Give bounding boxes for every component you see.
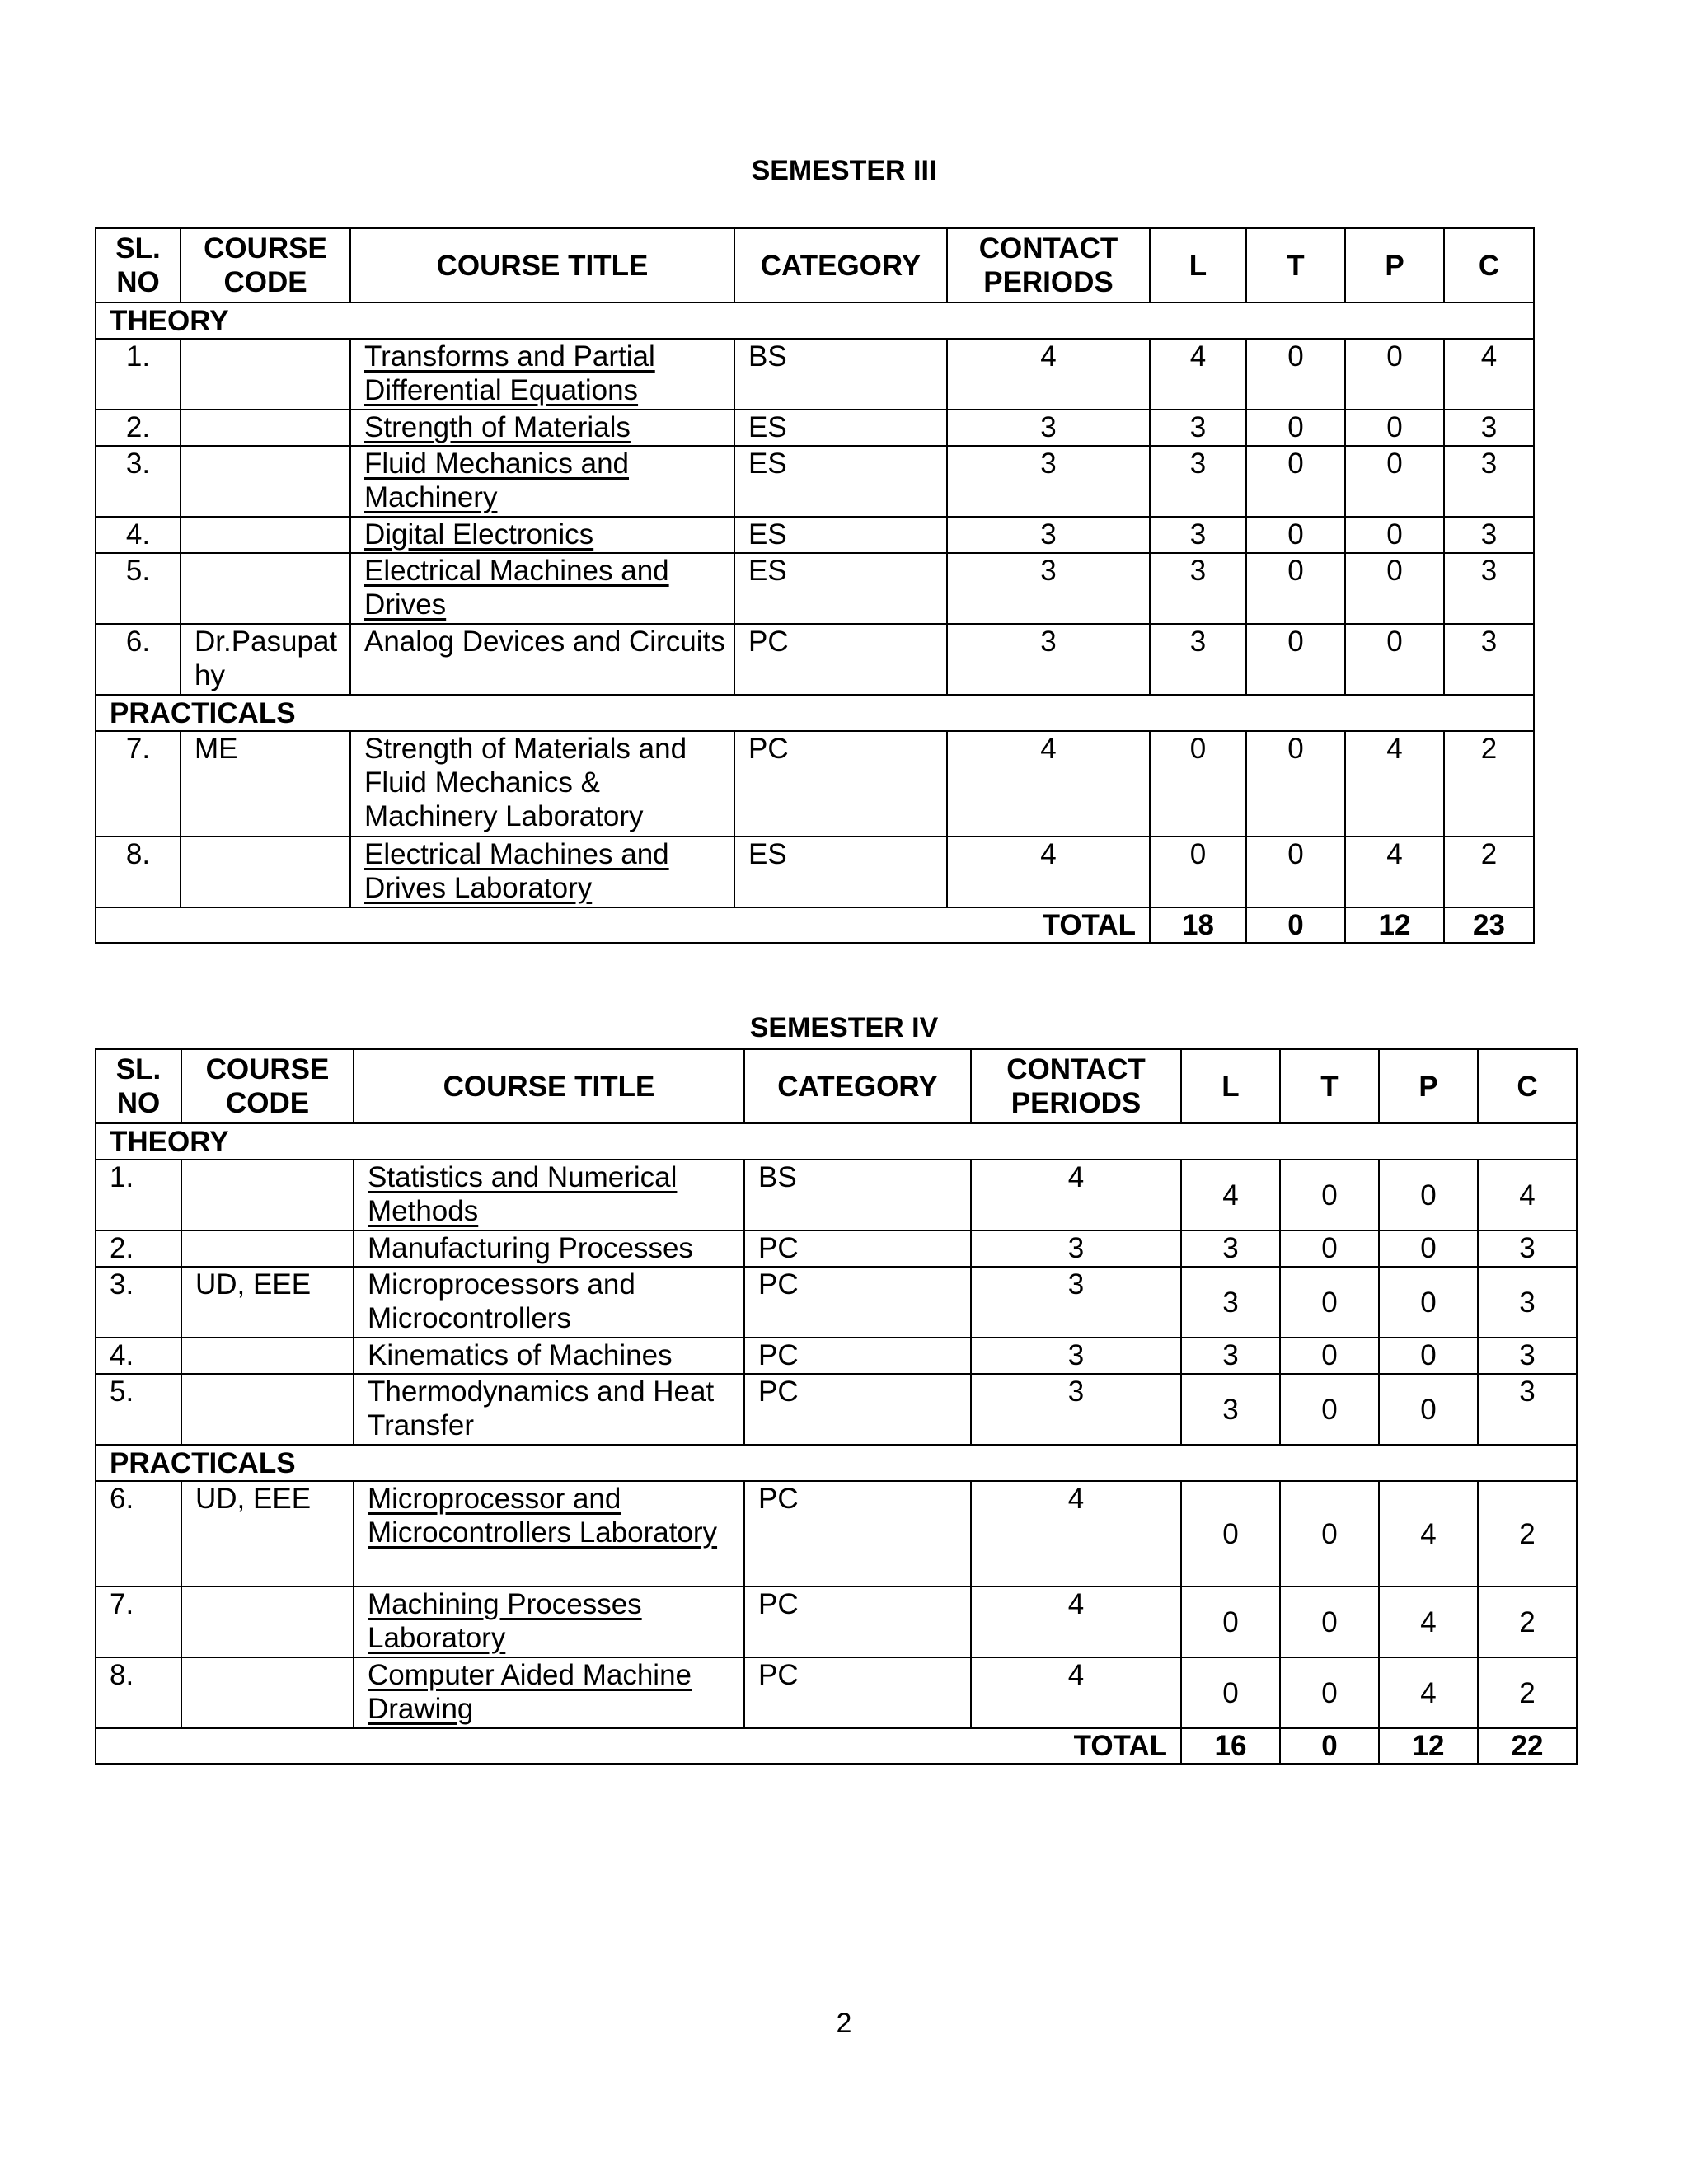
table-row	[96, 624, 1534, 695]
cell-title: Statistics and Numerical Methods	[354, 1160, 744, 1230]
cell-title: Analog Devices and Circuits	[350, 624, 734, 695]
cell-p: 0	[1379, 1230, 1478, 1267]
cell-sl: 7.	[96, 1586, 181, 1657]
header-row	[96, 1049, 1577, 1123]
cell-l: 3	[1181, 1374, 1280, 1445]
table-row	[96, 731, 1534, 837]
cell-code	[181, 1657, 354, 1728]
cell-c: 3	[1478, 1230, 1577, 1267]
cell-code	[181, 1230, 354, 1267]
cell-t: 0	[1280, 1230, 1379, 1267]
cell-l: 3	[1181, 1338, 1280, 1374]
cell-p: 4	[1345, 731, 1444, 837]
cell-title: Fluid Mechanics and Machinery	[350, 446, 734, 517]
cell-c: 3	[1444, 446, 1534, 517]
cell-code	[181, 339, 350, 410]
cell-c: 2	[1444, 731, 1534, 837]
table-row	[96, 339, 1534, 410]
cell-title: Manufacturing Processes	[354, 1230, 744, 1267]
header-p: P	[1345, 228, 1444, 302]
total-t: 0	[1246, 907, 1345, 943]
cell-contact: 3	[947, 624, 1150, 695]
cell-t: 0	[1246, 624, 1345, 695]
cell-title: Computer Aided Machine Drawing	[354, 1657, 744, 1728]
cell-title: Electrical Machines and Drives Laboratory	[350, 837, 734, 907]
cell-c: 2	[1444, 837, 1534, 907]
cell-t: 0	[1246, 339, 1345, 410]
cell-p: 0	[1345, 624, 1444, 695]
total-label: TOTAL	[96, 907, 1150, 943]
cell-sl: 3.	[96, 446, 181, 517]
cell-sl: 4.	[96, 517, 181, 553]
cell-t: 0	[1280, 1374, 1379, 1445]
cell-c: 3	[1478, 1374, 1577, 1445]
cell-p: 0	[1345, 517, 1444, 553]
cell-p: 4	[1345, 837, 1444, 907]
cell-category: ES	[734, 837, 947, 907]
cell-p: 0	[1345, 553, 1444, 624]
cell-l: 0	[1150, 837, 1246, 907]
cell-contact: 3	[947, 410, 1150, 446]
cell-contact: 3	[971, 1267, 1181, 1338]
cell-p: 4	[1379, 1657, 1478, 1728]
cell-title: Microprocessor and Microcontrollers Laboratory	[354, 1481, 744, 1586]
cell-p: 4	[1379, 1481, 1478, 1586]
header-category: CATEGORY	[734, 228, 947, 302]
cell-title: Electrical Machines and Drives	[350, 553, 734, 624]
cell-l: 0	[1181, 1586, 1280, 1657]
cell-category: PC	[744, 1586, 971, 1657]
cell-sl: 3.	[96, 1267, 181, 1338]
header-category: CATEGORY	[744, 1049, 971, 1123]
cell-c: 2	[1478, 1586, 1577, 1657]
table-row	[96, 1374, 1577, 1445]
cell-sl: 8.	[96, 1657, 181, 1728]
section-label-practicals: PRACTICALS	[96, 1445, 1577, 1481]
cell-code: UD, EEE	[181, 1267, 354, 1338]
cell-category: PC	[744, 1481, 971, 1586]
header-l: L	[1150, 228, 1246, 302]
header-sl-no: SL. NO	[96, 228, 181, 302]
cell-sl: 5.	[96, 1374, 181, 1445]
cell-code	[181, 410, 350, 446]
header-l: L	[1181, 1049, 1280, 1123]
section-row-practicals	[96, 695, 1534, 731]
cell-c: 3	[1444, 410, 1534, 446]
cell-l: 3	[1181, 1267, 1280, 1338]
section-row-practicals	[96, 1445, 1577, 1481]
cell-c: 4	[1478, 1160, 1577, 1230]
cell-code: UD, EEE	[181, 1481, 354, 1586]
cell-t: 0	[1246, 731, 1345, 837]
cell-contact: 3	[947, 446, 1150, 517]
cell-code	[181, 553, 350, 624]
cell-sl: 2.	[96, 410, 181, 446]
cell-l: 0	[1181, 1657, 1280, 1728]
cell-title: Transforms and Partial Differential Equations	[350, 339, 734, 410]
total-l: 18	[1150, 907, 1246, 943]
header-sl-no: SL. NO	[96, 1049, 181, 1123]
cell-category: ES	[734, 517, 947, 553]
header-course-code: COURSE CODE	[181, 1049, 354, 1123]
total-c: 22	[1478, 1728, 1577, 1764]
cell-sl: 7.	[96, 731, 181, 837]
cell-l: 4	[1181, 1160, 1280, 1230]
cell-l: 3	[1150, 446, 1246, 517]
cell-contact: 4	[947, 837, 1150, 907]
cell-code	[181, 517, 350, 553]
cell-t: 0	[1246, 837, 1345, 907]
cell-title: Machining Processes Laboratory	[354, 1586, 744, 1657]
cell-l: 3	[1181, 1230, 1280, 1267]
cell-contact: 4	[971, 1657, 1181, 1728]
header-course-code: COURSE CODE	[181, 228, 350, 302]
table-row	[96, 553, 1534, 624]
total-p: 12	[1345, 907, 1444, 943]
cell-p: 0	[1345, 446, 1444, 517]
cell-code	[181, 1338, 354, 1374]
section-label-theory: THEORY	[96, 302, 1534, 339]
semester-iv-title: SEMESTER IV	[749, 1012, 939, 1043]
cell-l: 3	[1150, 517, 1246, 553]
cell-contact: 3	[947, 553, 1150, 624]
cell-sl: 5.	[96, 553, 181, 624]
page-number: 2	[836, 2008, 852, 2039]
table-row	[96, 1267, 1577, 1338]
cell-c: 2	[1478, 1657, 1577, 1728]
cell-code: Dr.Pasupathy	[181, 624, 350, 695]
cell-title: Thermodynamics and Heat Transfer	[354, 1374, 744, 1445]
total-p: 12	[1379, 1728, 1478, 1764]
cell-sl: 8.	[96, 837, 181, 907]
section-label-practicals: PRACTICALS	[96, 695, 1534, 731]
cell-category: PC	[744, 1230, 971, 1267]
cell-l: 0	[1150, 731, 1246, 837]
cell-c: 3	[1478, 1267, 1577, 1338]
cell-l: 0	[1181, 1481, 1280, 1586]
section-row-theory	[96, 1123, 1577, 1160]
cell-c: 3	[1444, 517, 1534, 553]
cell-code: ME	[181, 731, 350, 837]
cell-contact: 3	[971, 1230, 1181, 1267]
cell-p: 0	[1379, 1374, 1478, 1445]
cell-contact: 3	[971, 1374, 1181, 1445]
cell-code	[181, 1374, 354, 1445]
cell-contact: 4	[947, 731, 1150, 837]
header-row	[96, 228, 1534, 302]
table-row	[96, 1160, 1577, 1230]
table-row	[96, 446, 1534, 517]
cell-contact: 4	[971, 1481, 1181, 1586]
table-row	[96, 837, 1534, 907]
cell-title	[350, 731, 734, 837]
header-contact-periods: CONTACT PERIODS	[971, 1049, 1181, 1123]
cell-l: 3	[1150, 410, 1246, 446]
cell-t: 0	[1280, 1481, 1379, 1586]
cell-t: 0	[1280, 1338, 1379, 1374]
cell-p: 0	[1379, 1160, 1478, 1230]
cell-p: 0	[1379, 1267, 1478, 1338]
header-p: P	[1379, 1049, 1478, 1123]
cell-code	[181, 1586, 354, 1657]
cell-p: 0	[1345, 410, 1444, 446]
cell-contact: 4	[947, 339, 1150, 410]
cell-contact: 4	[971, 1586, 1181, 1657]
table-row	[96, 410, 1534, 446]
cell-t: 0	[1280, 1586, 1379, 1657]
cell-l: 4	[1150, 339, 1246, 410]
cell-contact: 4	[971, 1160, 1181, 1230]
total-label: TOTAL	[96, 1728, 1181, 1764]
cell-category: ES	[734, 410, 947, 446]
header-course-title: COURSE TITLE	[350, 228, 734, 302]
total-t: 0	[1280, 1728, 1379, 1764]
cell-category: ES	[734, 553, 947, 624]
cell-sl: 6.	[96, 624, 181, 695]
semester-iii-title: SEMESTER III	[751, 155, 937, 186]
cell-t: 0	[1280, 1267, 1379, 1338]
cell-category: PC	[744, 1657, 971, 1728]
cell-category: ES	[734, 446, 947, 517]
total-l: 16	[1181, 1728, 1280, 1764]
cell-contact: 3	[971, 1338, 1181, 1374]
total-row	[96, 907, 1534, 943]
cell-category: PC	[744, 1374, 971, 1445]
cell-sl: 1.	[96, 339, 181, 410]
cell-t: 0	[1280, 1160, 1379, 1230]
cell-l: 3	[1150, 624, 1246, 695]
cell-t: 0	[1246, 410, 1345, 446]
cell-sl: 6.	[96, 1481, 181, 1586]
header-course-title: COURSE TITLE	[354, 1049, 744, 1123]
cell-t: 0	[1246, 517, 1345, 553]
table-row	[96, 1657, 1577, 1728]
cell-title-text: Strength of Materials and Fluid Mechanics & Machinery Laboratory	[364, 733, 687, 832]
cell-code	[181, 446, 350, 517]
cell-category: BS	[744, 1160, 971, 1230]
table-row	[96, 1230, 1577, 1267]
table-row	[96, 517, 1534, 553]
cell-t: 0	[1246, 553, 1345, 624]
header-t: T	[1246, 228, 1345, 302]
header-contact-periods: CONTACT PERIODS	[947, 228, 1150, 302]
semester-iii-table	[95, 227, 1535, 944]
table-row	[96, 1586, 1577, 1657]
table-row	[96, 1338, 1577, 1374]
cell-title: Kinematics of Machines	[354, 1338, 744, 1374]
cell-contact: 3	[947, 517, 1150, 553]
cell-code	[181, 1160, 354, 1230]
cell-category: PC	[744, 1338, 971, 1374]
cell-t: 0	[1246, 446, 1345, 517]
cell-category: PC	[734, 624, 947, 695]
cell-l: 3	[1150, 553, 1246, 624]
table-row	[96, 1481, 1577, 1586]
cell-sl: 4.	[96, 1338, 181, 1374]
header-c: C	[1444, 228, 1534, 302]
cell-category: BS	[734, 339, 947, 410]
cell-c: 3	[1444, 553, 1534, 624]
cell-c: 4	[1444, 339, 1534, 410]
cell-p: 0	[1345, 339, 1444, 410]
cell-sl: 1.	[96, 1160, 181, 1230]
section-row-theory	[96, 302, 1534, 339]
cell-p: 0	[1379, 1338, 1478, 1374]
cell-code	[181, 837, 350, 907]
section-label-theory: THEORY	[96, 1123, 1577, 1160]
cell-title: Strength of Materials	[350, 410, 734, 446]
cell-c: 3	[1478, 1338, 1577, 1374]
cell-title: Microprocessors and Microcontrollers	[354, 1267, 744, 1338]
header-c: C	[1478, 1049, 1577, 1123]
cell-p: 4	[1379, 1586, 1478, 1657]
cell-c: 3	[1444, 624, 1534, 695]
cell-c: 2	[1478, 1481, 1577, 1586]
cell-sl: 2.	[96, 1230, 181, 1267]
total-c: 23	[1444, 907, 1534, 943]
cell-category: PC	[734, 731, 947, 837]
semester-iv-table	[95, 1048, 1578, 1765]
total-row	[96, 1728, 1577, 1764]
cell-category: PC	[744, 1267, 971, 1338]
cell-title: Digital Electronics	[350, 517, 734, 553]
header-t: T	[1280, 1049, 1379, 1123]
cell-t: 0	[1280, 1657, 1379, 1728]
